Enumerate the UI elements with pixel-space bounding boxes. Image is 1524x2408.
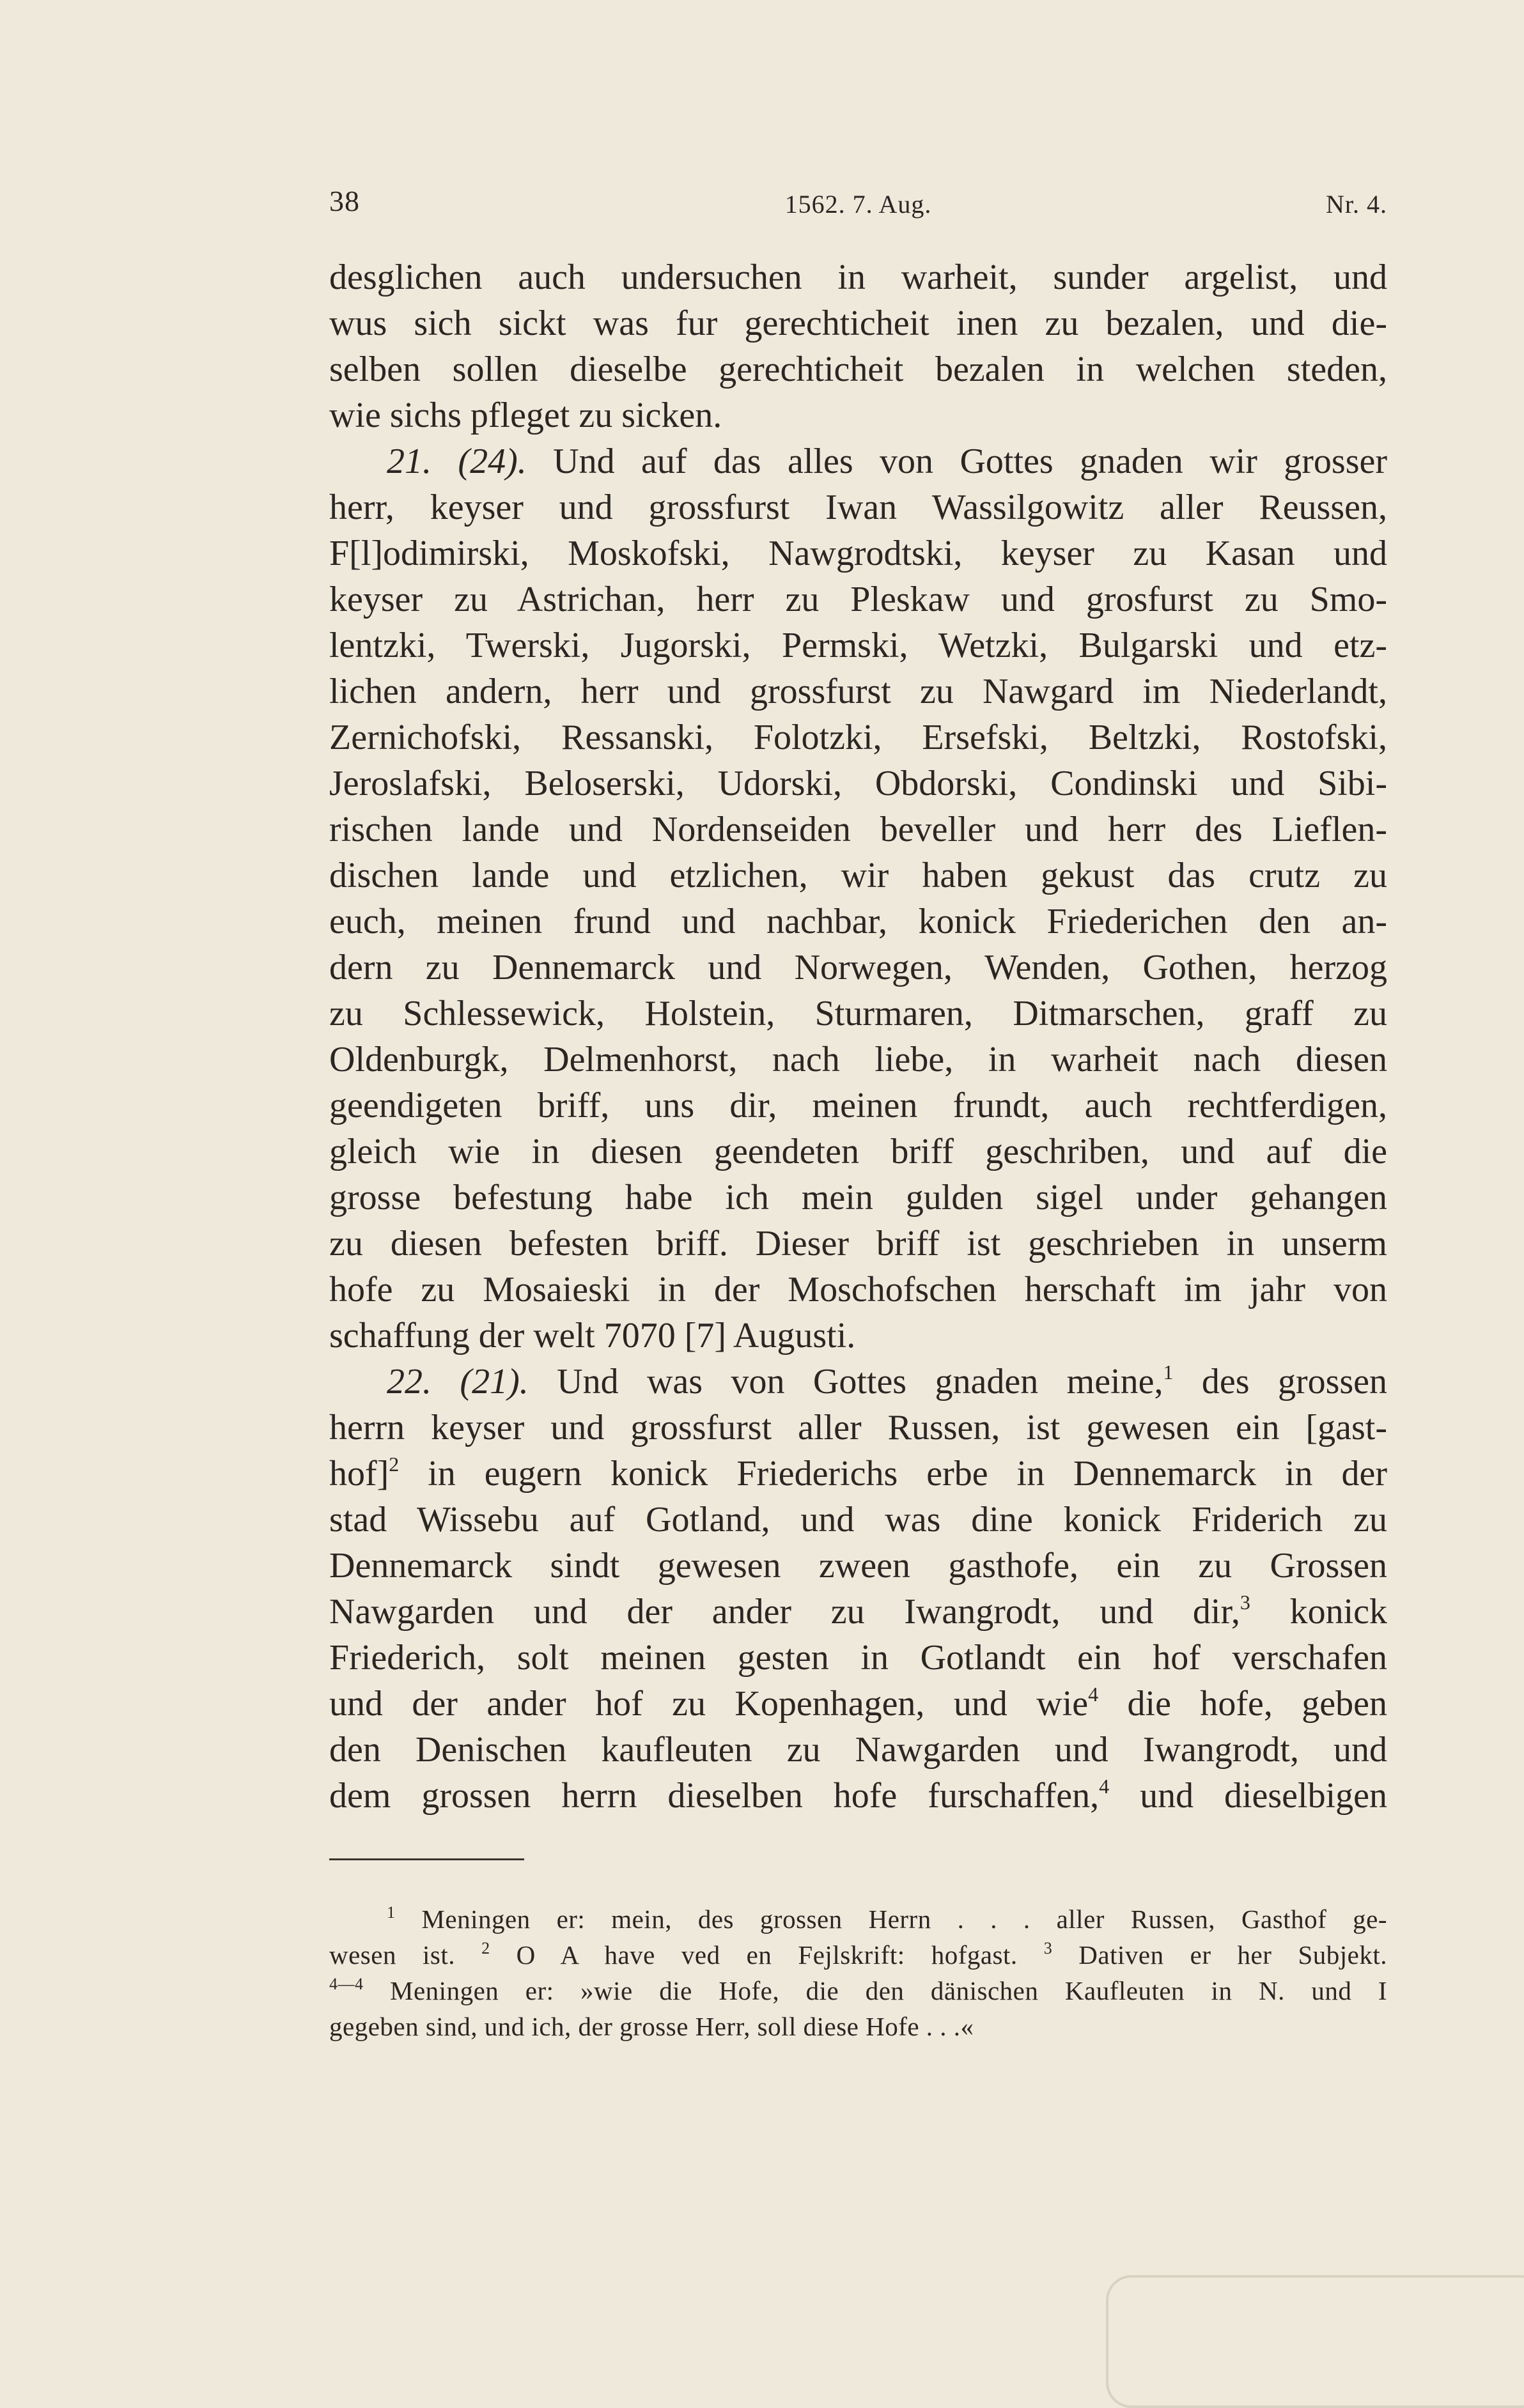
footnote-text: Dativen er her Subjekt. [1078, 1940, 1388, 1970]
text-line: schaffung der welt 7070 [7] Augusti. [329, 1316, 856, 1355]
text-line: grosse befestung habe ich mein gulden sigel under gehangen [329, 1178, 1387, 1217]
footnote-ref: 1 [1163, 1361, 1174, 1384]
text-line: euch, meinen frund und nachbar, konick Friederichen den an- [329, 902, 1387, 941]
text-line: herr, keyser und grossfurst Iwan Wassilgowitz aller Reussen, [329, 488, 1387, 527]
text-line [329, 1589, 1387, 1635]
text-line: lichen andern, herr und grossfurst zu Nawgard im Niederlandt, [329, 672, 1387, 711]
scan-corner-mark [1106, 2275, 1524, 2408]
text-segment: hof] [329, 1454, 389, 1493]
paragraph-number: 21. [387, 442, 432, 481]
text-line: geendigeten briff, uns dir, meinen frundt, auch rechtferdigen, [329, 1086, 1387, 1125]
text-line: Oldenburgk, Delmenhorst, nach liebe, in warheit nach diesen [329, 1040, 1387, 1079]
text-segment: Und was von Gottes gnaden meine, [557, 1362, 1163, 1401]
text-line: den Denischen kaufleuten zu Nawgarden und Iwangrodt, und [329, 1730, 1387, 1770]
text-line: wus sich sickt was fur gerechticheit inen zu bezalen, und die- [329, 304, 1387, 343]
text-line: Friederich, solt meinen gesten in Gotlandt ein hof verschafen [329, 1638, 1387, 1678]
footnote-mark: 2 [481, 1939, 490, 1957]
footnote-mark: 3 [1043, 1939, 1053, 1957]
text-line: keyser zu Astrichan, herr zu Pleskaw und grosfurst zu Smo- [329, 580, 1387, 619]
footnote-line [329, 1937, 1387, 1973]
paragraph-number: 22. [387, 1362, 432, 1401]
text-line: herrn keyser und grossfurst aller Russen, ist gewesen ein [gast- [329, 1408, 1387, 1447]
text-line [329, 1451, 1387, 1497]
text-line: zu Schlessewick, Holstein, Sturmaren, Ditmarschen, graff zu [329, 994, 1387, 1033]
text-line: Und auf das alles von Gottes gnaden wir grosser [553, 442, 1387, 481]
footnote-divider [329, 1858, 524, 1860]
paragraph-alt-number: (24). [458, 442, 527, 481]
text-line: gleich wie in diesen geendeten briff geschriben, und auf die [329, 1132, 1387, 1171]
text-line: desglichen auch undersuchen in warheit, sunder argelist, und [329, 258, 1387, 297]
footnote-4 [329, 1973, 1387, 2009]
footnote-line: gegeben sind, und ich, der grosse Herr, soll diese Hofe . . .« [329, 2012, 974, 2041]
text-line: wie sichs pfleget zu sicken. [329, 396, 722, 435]
paragraph-22-start [329, 1359, 1387, 1405]
text-line: rischen lande und Nordenseiden beveller und herr des Lieflen- [329, 810, 1387, 849]
footnote-text: Meningen er: mein, des grossen Herrn . . . aller Russen, Gasthof ge- [421, 1904, 1388, 1934]
text-segment: konick [1289, 1592, 1388, 1632]
running-head-date: 1562. 7. Aug. [784, 190, 932, 219]
footnote-ref: 2 [389, 1453, 400, 1476]
text-segment: die hofe, geben [1127, 1684, 1388, 1724]
text-line: dern zu Dennemarck und Norwegen, Wenden, Gothen, herzog [329, 948, 1387, 987]
text-line: lentzki, Twerski, Jugorski, Permski, Wetzki, Bulgarski und etz- [329, 626, 1387, 665]
text-segment: in eugern konick Friederichs erbe in Dennemarck in der [428, 1454, 1387, 1493]
main-text [329, 254, 1387, 1819]
text-line: Jeroslafski, Beloserski, Udorski, Obdorski, Condinski und Sibi- [329, 764, 1387, 803]
text-line: stad Wissebu auf Gotland, und was dine konick Friderich zu [329, 1500, 1387, 1540]
text-segment: des grossen [1201, 1362, 1388, 1401]
text-line: zu diesen befesten briff. Dieser briff ist geschrieben in unserm [329, 1224, 1387, 1263]
footnote-text: wesen ist. [329, 1940, 456, 1970]
footnote-ref: 4 [1099, 1775, 1110, 1798]
text-line: F[l]odimirski, Moskofski, Nawgrodtski, keyser zu Kasan und [329, 534, 1387, 573]
text-segment: und der ander hof zu Kopenhagen, und wie [329, 1684, 1089, 1724]
text-line [329, 1773, 1387, 1819]
footnote-mark: 4—4 [329, 1975, 364, 1993]
footnote-ref: 3 [1240, 1591, 1250, 1614]
text-line: Zernichofski, Ressanski, Folotzki, Ersefski, Beltzki, Rostofski, [329, 718, 1387, 757]
text-line [329, 1681, 1387, 1727]
footnote-mark: 1 [387, 1903, 396, 1922]
text-line: hofe zu Mosaieski in der Moschofschen herschaft im jahr von [329, 1270, 1387, 1309]
footnotes [329, 1901, 1387, 2044]
text-line: selben sollen dieselbe gerechticheit bezalen in welchen steden, [329, 350, 1387, 389]
paragraph-21-start [329, 438, 1387, 484]
footnote-text: O A have ved en Fejlskrift: hofgast. [516, 1940, 1018, 1970]
text-segment: und dieselbigen [1140, 1776, 1388, 1816]
footnote-1 [329, 1901, 1387, 1937]
paragraph-alt-number: (21). [460, 1362, 529, 1401]
footnote-ref: 4 [1088, 1683, 1099, 1706]
page-number: 38 [329, 185, 360, 217]
text-segment: Nawgarden und der ander zu Iwangrodt, und dir, [329, 1592, 1240, 1632]
text-segment: dem grossen herrn dieselben hofe furschaffen, [329, 1776, 1100, 1816]
text-line: dischen lande und etzlichen, wir haben gekust das crutz zu [329, 856, 1387, 895]
entry-number: Nr. 4. [1326, 190, 1387, 219]
page-header [329, 184, 1387, 229]
text-line: Dennemarck sindt gewesen zween gasthofe, ein zu Grossen [329, 1546, 1387, 1586]
footnote-text: Meningen er: »wie die Hofe, die den dänischen Kaufleuten in N. und I [390, 1976, 1388, 2005]
